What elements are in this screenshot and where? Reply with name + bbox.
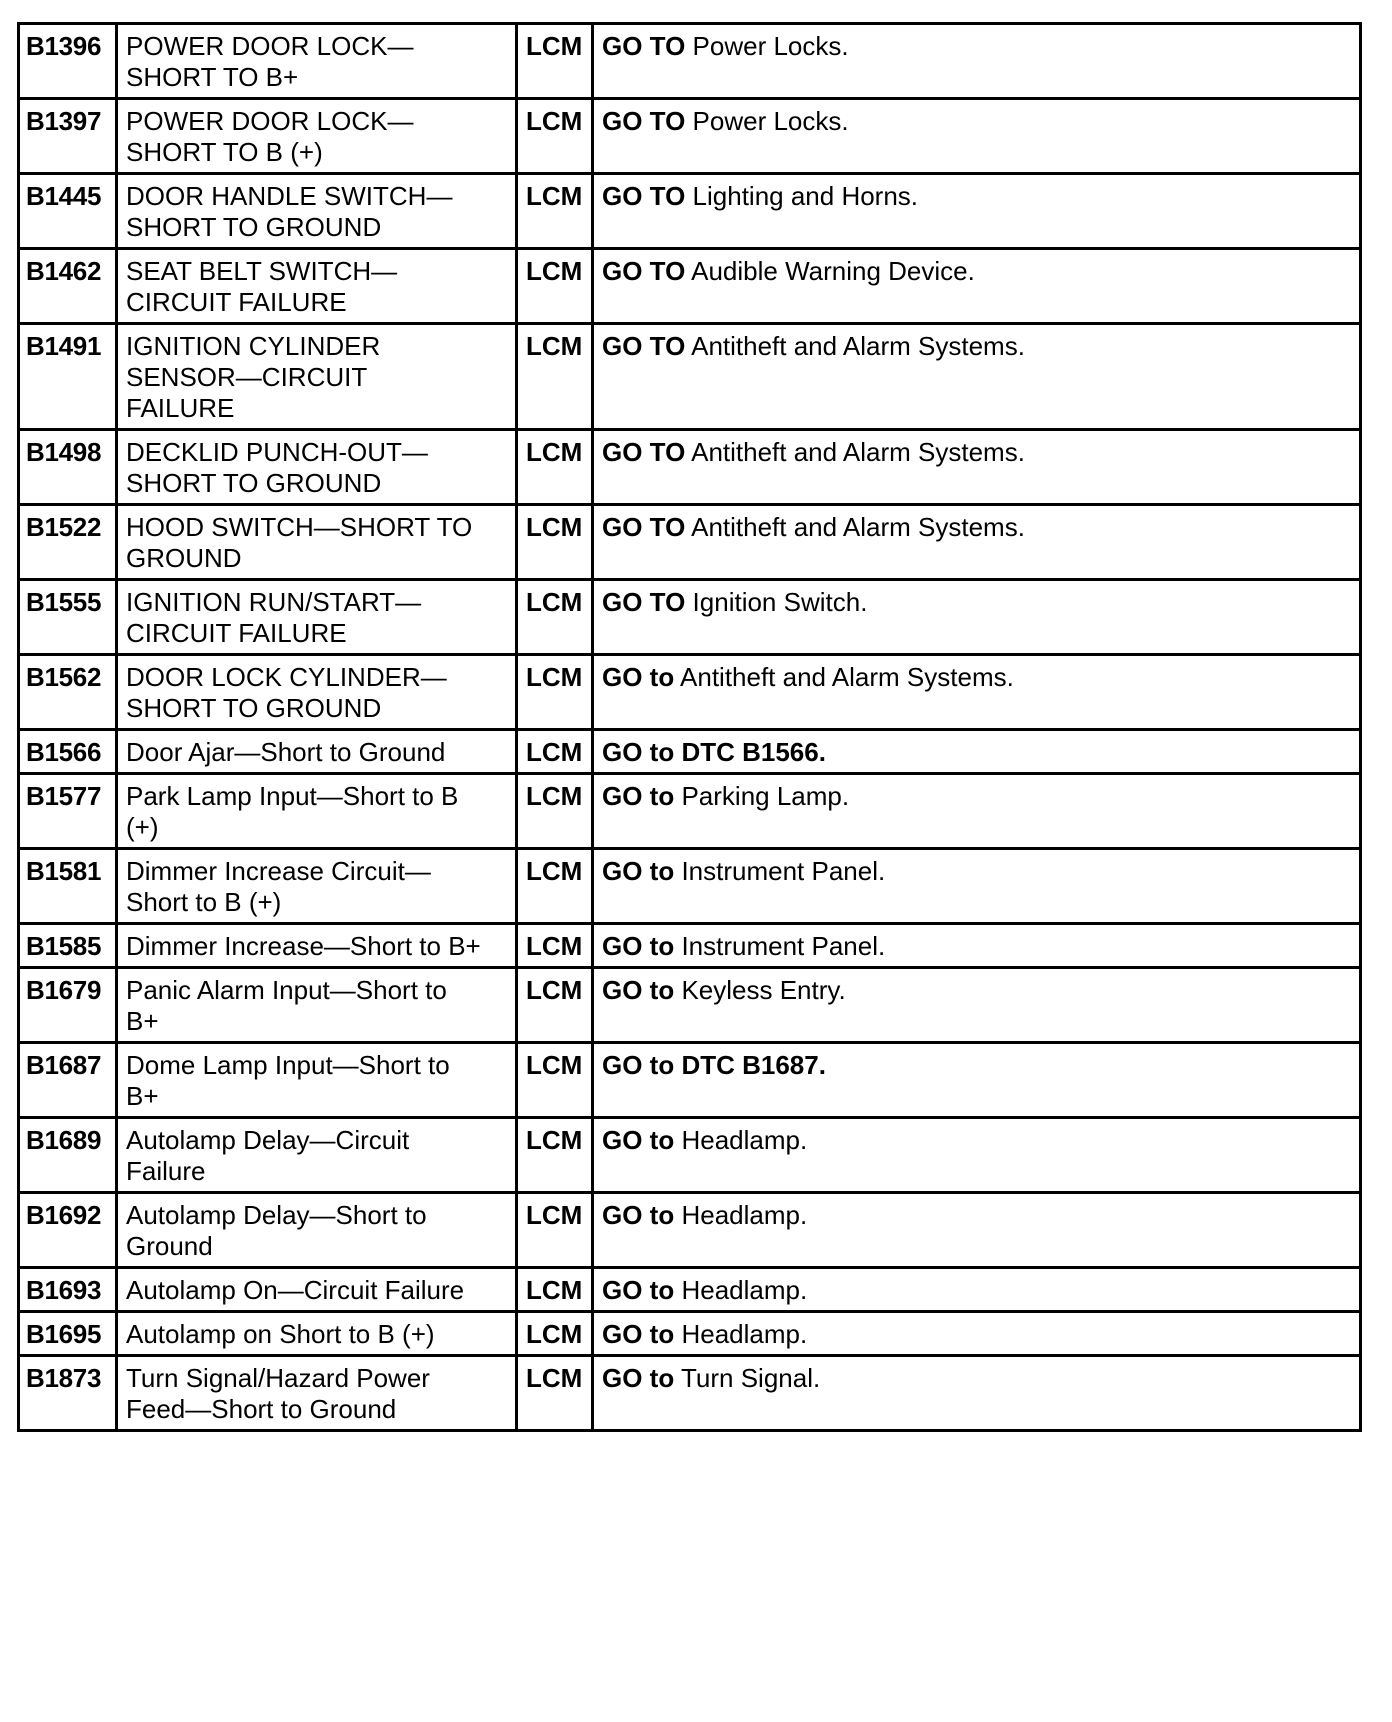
dtc-code-cell: B1445 [19,174,117,249]
dtc-description-cell [117,730,517,774]
table-row [19,1312,1361,1356]
dtc-code-cell: B1498 [19,430,117,505]
table-row [19,505,1361,580]
dtc-description-line: SHORT TO B+ [126,62,299,92]
action-target-link: Antitheft and Alarm Systems. [691,512,1025,542]
action-verb: GO TO [602,31,686,61]
dtc-description-cell [117,580,517,655]
action-cell [593,730,1361,774]
module-cell: LCM [517,324,593,430]
action-verb: GO to [602,1275,675,1305]
action-target-link: DTC B1687. [681,1050,826,1080]
module-cell: LCM [517,1312,593,1356]
action-cell [593,1043,1361,1118]
table-row [19,249,1361,324]
action-verb: GO to [602,1200,675,1230]
dtc-description-line: CIRCUIT FAILURE [126,618,347,648]
dtc-description-cell [117,505,517,580]
table-row [19,968,1361,1043]
action-verb: GO to [602,1125,675,1155]
action-target-link: Power Locks. [692,106,849,136]
dtc-code-cell: B1562 [19,655,117,730]
dtc-description-cell [117,1193,517,1268]
dtc-description-line: HOOD SWITCH—SHORT TO [126,512,473,542]
dtc-description-cell [117,968,517,1043]
action-target-link: Headlamp. [681,1319,808,1349]
action-target-link: Lighting and Horns. [692,181,919,211]
action-target-link: Antitheft and Alarm Systems. [691,331,1025,361]
module-cell: LCM [517,968,593,1043]
table-row [19,1268,1361,1312]
action-cell [593,1118,1361,1193]
dtc-description-line: SEAT BELT SWITCH— [126,256,398,286]
dtc-description-line: POWER DOOR LOCK— [126,106,414,136]
action-cell [593,1312,1361,1356]
dtc-code-cell: B1585 [19,924,117,968]
action-verb: GO TO [602,512,686,542]
dtc-code-cell: B1873 [19,1356,117,1431]
action-target-link: Power Locks. [692,31,849,61]
module-cell: LCM [517,924,593,968]
dtc-description-cell [117,1268,517,1312]
dtc-code-cell: B1566 [19,730,117,774]
dtc-description-cell [117,174,517,249]
dtc-description-line: Ground [126,1231,213,1261]
action-target-link: Turn Signal. [680,1363,821,1393]
dtc-table [17,22,1362,1432]
module-cell: LCM [517,1043,593,1118]
module-cell: LCM [517,774,593,849]
dtc-code-cell: B1692 [19,1193,117,1268]
module-cell: LCM [517,655,593,730]
module-cell: LCM [517,505,593,580]
action-verb: GO TO [602,256,686,286]
action-target-link: Audible Warning Device. [691,256,975,286]
dtc-description-cell [117,924,517,968]
dtc-description-cell [117,324,517,430]
dtc-description-line: SHORT TO B (+) [126,137,323,167]
dtc-description-line: SHORT TO GROUND [126,212,382,242]
dtc-description-line: DECKLID PUNCH-OUT— [126,437,428,467]
dtc-description-line: Turn Signal/Hazard Power [126,1363,430,1393]
action-verb: GO to [602,931,675,961]
dtc-code-cell: B1491 [19,324,117,430]
dtc-code-cell: B1397 [19,99,117,174]
dtc-description-line: Short to B (+) [126,887,282,917]
dtc-description-line: B+ [126,1081,159,1111]
dtc-description-line: Autolamp Delay—Short to [126,1200,427,1230]
dtc-description-line: FAILURE [126,393,235,423]
action-cell [593,924,1361,968]
dtc-description-line: DOOR LOCK CYLINDER— [126,662,447,692]
action-target-link: Headlamp. [681,1125,808,1155]
action-cell [593,1193,1361,1268]
action-cell [593,1268,1361,1312]
dtc-description-line: Dimmer Increase—Short to B+ [126,931,481,961]
table-row [19,324,1361,430]
action-cell [593,174,1361,249]
action-cell [593,324,1361,430]
dtc-description-line: SHORT TO GROUND [126,693,382,723]
module-cell: LCM [517,430,593,505]
dtc-description-cell [117,849,517,924]
dtc-description-line: SENSOR—CIRCUIT [126,362,368,392]
table-row [19,1356,1361,1431]
dtc-code-cell: B1581 [19,849,117,924]
action-verb: GO to [602,856,675,886]
action-cell [593,580,1361,655]
action-target-link: Ignition Switch. [692,587,868,617]
dtc-description-line: Feed—Short to Ground [126,1394,397,1424]
table-row [19,774,1361,849]
dtc-description-cell [117,24,517,99]
action-target-link: Parking Lamp. [681,781,850,811]
action-target-link: Headlamp. [681,1275,808,1305]
action-verb: GO to [602,975,675,1005]
dtc-description-line: Failure [126,1156,206,1186]
action-verb: GO to [602,781,675,811]
action-target-link: Keyless Entry. [681,975,846,1005]
dtc-code-cell: B1679 [19,968,117,1043]
dtc-description-line: DOOR HANDLE SWITCH— [126,181,453,211]
action-target-link: Headlamp. [681,1200,808,1230]
dtc-description-line: Panic Alarm Input—Short to [126,975,447,1005]
action-cell [593,505,1361,580]
table-row [19,849,1361,924]
table-row [19,1193,1361,1268]
module-cell: LCM [517,730,593,774]
dtc-code-cell: B1522 [19,505,117,580]
dtc-description-line: IGNITION RUN/START— [126,587,422,617]
dtc-code-cell: B1577 [19,774,117,849]
dtc-description-line: Dimmer Increase Circuit— [126,856,431,886]
action-verb: GO TO [602,331,686,361]
dtc-code-cell: B1462 [19,249,117,324]
action-cell [593,1356,1361,1431]
module-cell: LCM [517,99,593,174]
dtc-description-line: CIRCUIT FAILURE [126,287,347,317]
action-target-link: DTC B1566. [681,737,826,767]
action-cell [593,24,1361,99]
dtc-description-cell [117,1312,517,1356]
action-verb: GO to [602,1363,675,1393]
dtc-code-cell: B1689 [19,1118,117,1193]
dtc-description-line: Autolamp On—Circuit Failure [126,1275,465,1305]
dtc-code-cell: B1687 [19,1043,117,1118]
dtc-code-cell: B1396 [19,24,117,99]
dtc-description-line: Dome Lamp Input—Short to [126,1050,450,1080]
dtc-description-line: GROUND [126,543,242,573]
dtc-description-line: SHORT TO GROUND [126,468,382,498]
module-cell: LCM [517,849,593,924]
table-row [19,99,1361,174]
module-cell: LCM [517,1268,593,1312]
action-verb: GO TO [602,181,686,211]
dtc-description-cell [117,655,517,730]
dtc-description-cell [117,1118,517,1193]
dtc-description-line: Autolamp on Short to B (+) [126,1319,435,1349]
table-row [19,174,1361,249]
action-cell [593,849,1361,924]
action-verb: GO to [602,1050,675,1080]
action-verb: GO TO [602,587,686,617]
action-verb: GO to [602,1319,675,1349]
dtc-description-cell [117,430,517,505]
dtc-description-line: Autolamp Delay—Circuit [126,1125,410,1155]
dtc-description-line: Door Ajar—Short to Ground [126,737,446,767]
action-target-link: Instrument Panel. [681,931,886,961]
dtc-description-line: B+ [126,1006,159,1036]
action-verb: GO to [602,737,675,767]
dtc-description-cell [117,1043,517,1118]
dtc-description-line: IGNITION CYLINDER [126,331,381,361]
dtc-description-cell [117,1356,517,1431]
action-cell [593,249,1361,324]
action-verb: GO TO [602,106,686,136]
dtc-description-line: Park Lamp Input—Short to B [126,781,459,811]
module-cell: LCM [517,1193,593,1268]
table-row [19,730,1361,774]
module-cell: LCM [517,249,593,324]
table-row [19,924,1361,968]
module-cell: LCM [517,580,593,655]
action-verb: GO to [602,662,675,692]
module-cell: LCM [517,1118,593,1193]
table-row [19,655,1361,730]
dtc-description-line: POWER DOOR LOCK— [126,31,414,61]
dtc-code-cell: B1693 [19,1268,117,1312]
action-cell [593,774,1361,849]
dtc-code-cell: B1555 [19,580,117,655]
action-target-link: Antitheft and Alarm Systems. [680,662,1014,692]
table-row [19,430,1361,505]
action-cell [593,430,1361,505]
action-cell [593,655,1361,730]
action-cell [593,968,1361,1043]
action-cell [593,99,1361,174]
dtc-table-body [19,24,1361,1431]
table-row [19,24,1361,99]
table-row [19,580,1361,655]
action-target-link: Antitheft and Alarm Systems. [691,437,1025,467]
dtc-description-cell [117,774,517,849]
module-cell: LCM [517,174,593,249]
dtc-description-cell [117,99,517,174]
dtc-description-cell [117,249,517,324]
action-verb: GO TO [602,437,686,467]
module-cell: LCM [517,1356,593,1431]
dtc-description-line: (+) [126,812,159,842]
dtc-code-cell: B1695 [19,1312,117,1356]
action-target-link: Instrument Panel. [681,856,886,886]
module-cell: LCM [517,24,593,99]
table-row [19,1118,1361,1193]
table-row [19,1043,1361,1118]
